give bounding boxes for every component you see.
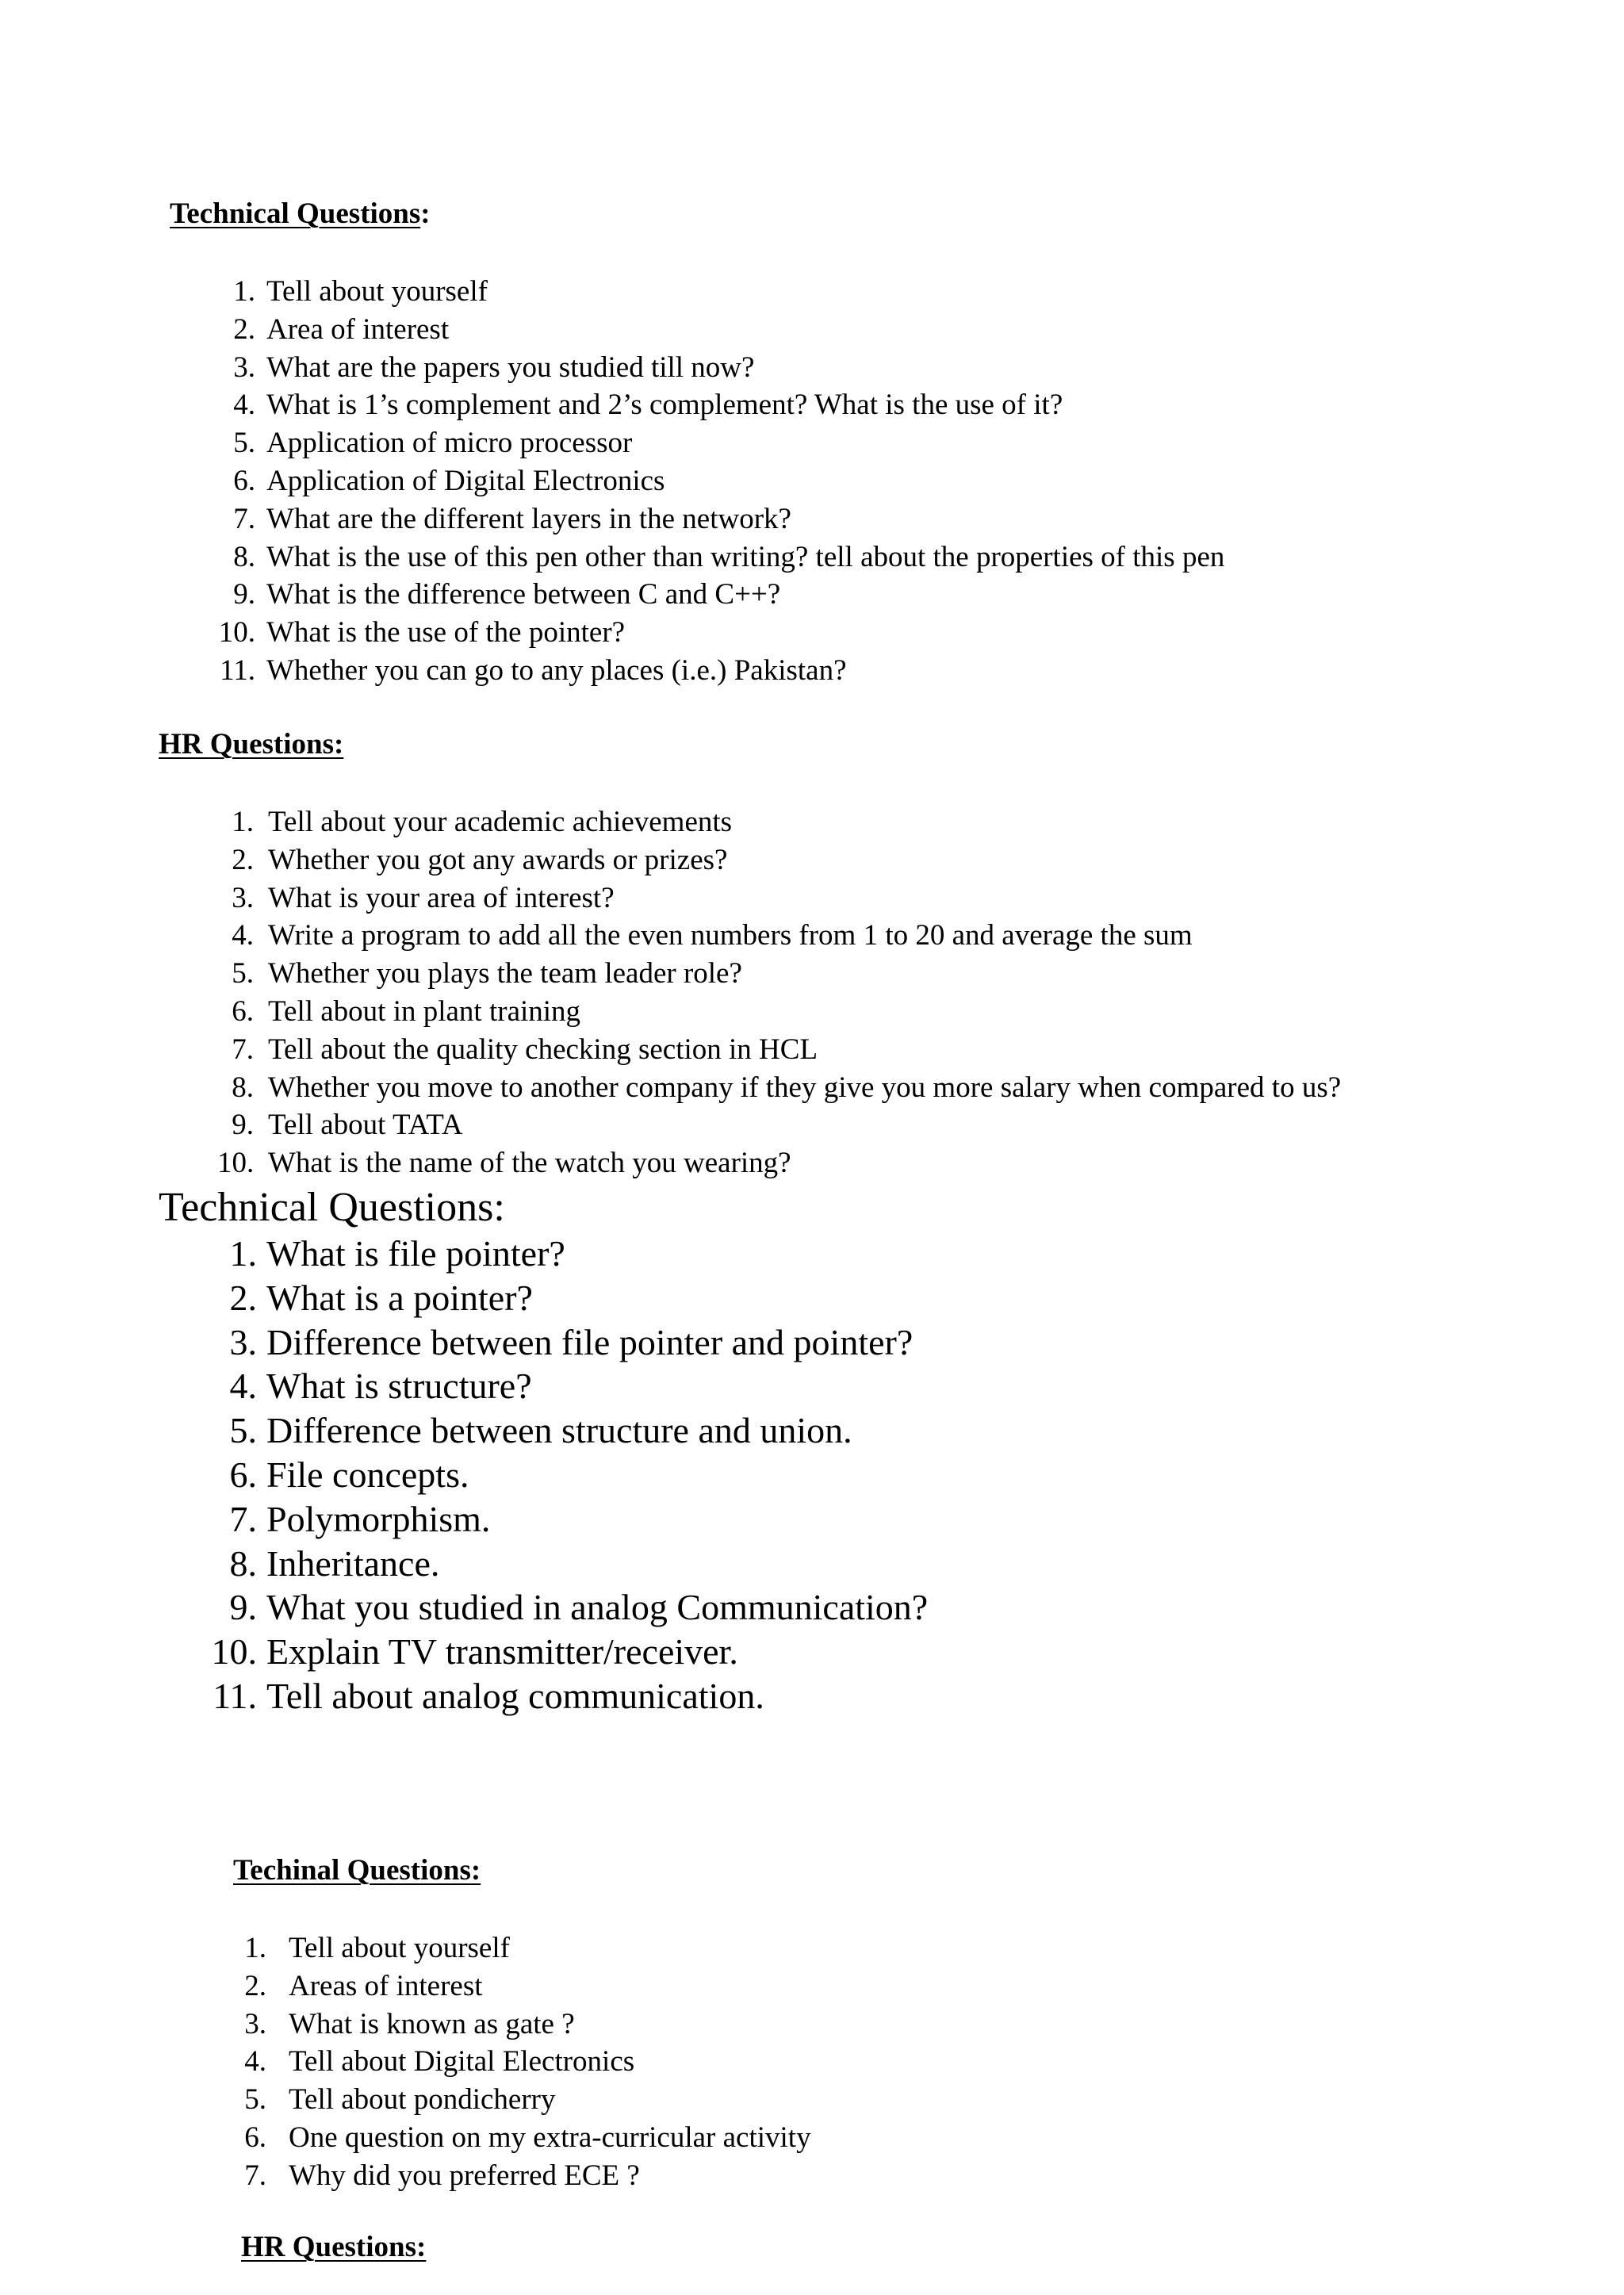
technical-questions-section-2 — [159, 1184, 929, 1716]
list-item: 10. What is the name of the watch you wearing? — [217, 1147, 791, 1180]
list-item: 10. What is the use of the pointer? — [218, 616, 626, 649]
list-item: 3. Difference between file pointer and pointer? — [229, 1321, 914, 1362]
question-list — [206, 1232, 928, 1718]
list-item: 6. Tell about in plant training — [232, 994, 581, 1028]
list-item: 8. Whether you move to another company if they give you more salary when compared to us? — [232, 1071, 1342, 1104]
list-item: 5. Tell about pondicherry — [244, 2083, 556, 2117]
list-item: 7. Why did you preferred ECE ? — [244, 2159, 640, 2192]
list-item: 2. Whether you got any awards or prizes? — [232, 843, 728, 876]
list-item: 3. What are the papers you studied till now? — [233, 351, 755, 384]
list-item: 3. What is your area of interest? — [232, 881, 615, 914]
list-item: 9. Tell about TATA — [232, 1109, 463, 1142]
list-item: 11. Tell about analog communication. — [213, 1675, 764, 1716]
list-item: 5. Difference between structure and union. — [229, 1410, 852, 1451]
section-heading: Technical Questions: — [159, 1185, 505, 1230]
list-item: 5. Application of micro processor — [233, 427, 633, 460]
list-item: 6. One question on my extra-curricular activity — [244, 2121, 811, 2154]
hr-questions-section-1 — [159, 727, 1342, 1180]
list-item: 1. What is file pointer? — [229, 1233, 565, 1274]
list-item: 8. What is the use of this pen other than writing? tell about the properties of this pen — [233, 540, 1225, 573]
list-item: 7. Tell about the quality checking section in HCL — [232, 1033, 818, 1066]
list-item: 8. Inheritance. — [229, 1542, 440, 1584]
techinal-questions-section — [233, 1853, 811, 2192]
list-item: 9. What is the difference between C and C++? — [233, 578, 781, 611]
list-item: 4. Write a program to add all the even numbers from 1 to 20 and average the sum — [232, 919, 1193, 952]
question-list — [209, 273, 1224, 690]
list-item: 7. What are the different layers in the network? — [233, 502, 791, 535]
technical-questions-section-1 — [170, 197, 1225, 687]
list-item: 4. Tell about Digital Electronics — [244, 2045, 635, 2079]
section-heading: HR Questions: — [241, 2231, 427, 2263]
list-item: 2. Areas of interest — [244, 1969, 483, 2002]
list-item: 4. What is 1’s complement and 2’s complement? What is the use of it? — [233, 389, 1063, 422]
list-item: 2. What is a pointer? — [229, 1277, 533, 1318]
list-item: 4. What is structure? — [229, 1366, 532, 1407]
question-list — [217, 803, 1341, 1182]
list-item: 2. Area of interest — [233, 312, 450, 346]
list-item: 10. Explain TV transmitter/receiver. — [211, 1631, 738, 1672]
list-item: 1. Tell about yourself — [244, 1932, 510, 1964]
list-item: 6. Application of Digital Electronics — [233, 464, 665, 497]
list-item: 11. Whether you can go to any places (i.e.) Pakistan? — [220, 653, 847, 687]
list-item: 1. Tell about yourself — [233, 275, 488, 308]
question-list — [233, 1929, 811, 2195]
list-item: 1. Tell about your academic achievements — [232, 806, 733, 838]
list-item: 7. Polymorphism. — [229, 1498, 491, 1539]
section-heading: Technical Questions: — [170, 197, 431, 230]
list-item: 5. Whether you plays the team leader role? — [232, 957, 742, 990]
section-heading: Techinal Questions: — [233, 1854, 481, 1887]
list-item: 3. What is known as gate ? — [244, 2007, 575, 2040]
section-heading: HR Questions: — [159, 728, 344, 761]
list-item: 9. What you studied in analog Communication? — [229, 1587, 929, 1628]
hr-questions-section-2 — [241, 2230, 426, 2264]
list-item: 6. File concepts. — [229, 1454, 469, 1495]
